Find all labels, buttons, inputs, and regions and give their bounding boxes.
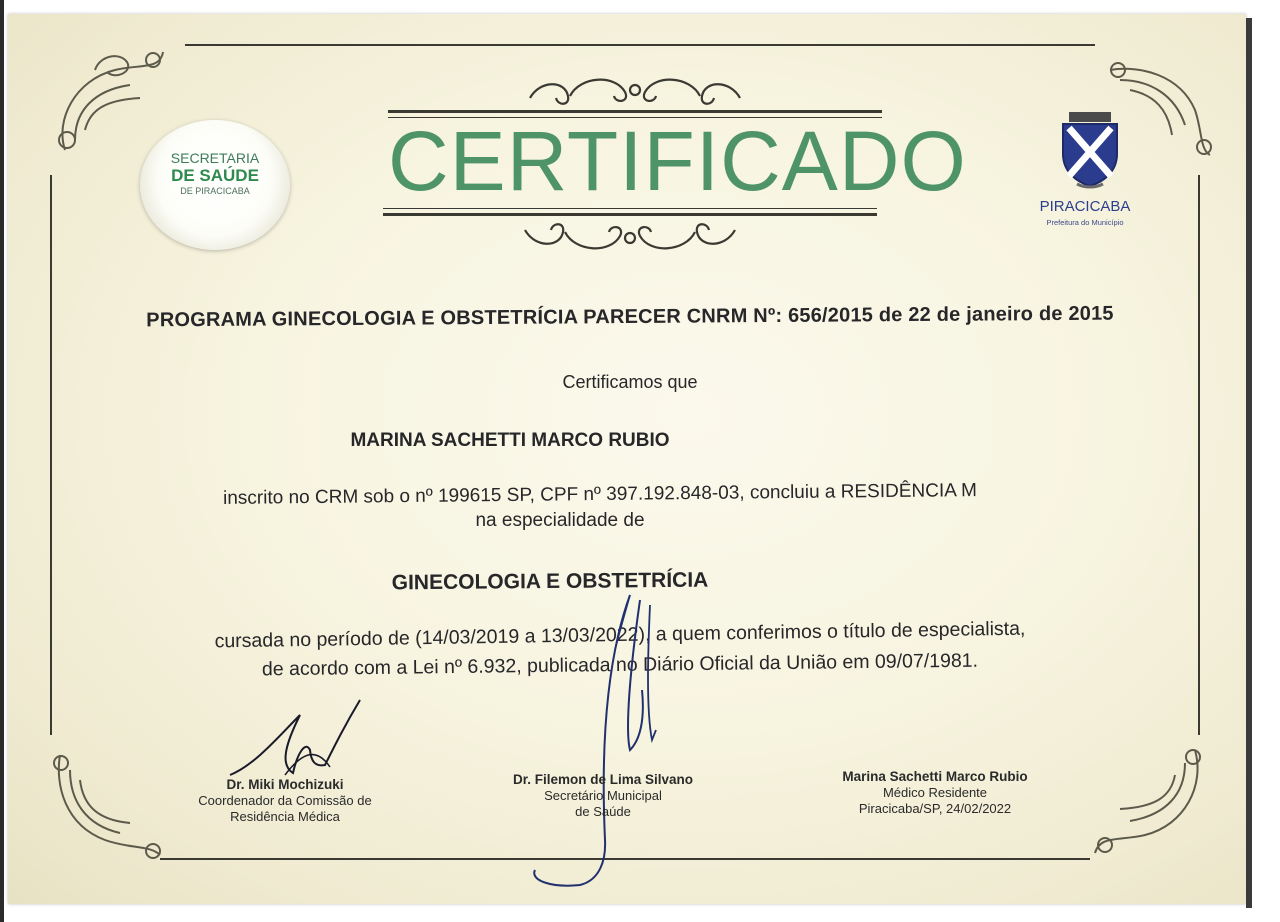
ornament-swirl-icon bbox=[45, 745, 165, 865]
recipient-name: MARINA SACHETTI MARCO RUBIO bbox=[350, 430, 670, 451]
title-rule-bottom-2 bbox=[383, 213, 877, 216]
crest-subtitle: Prefeitura do Município bbox=[1046, 218, 1124, 227]
title-ornament-top bbox=[520, 70, 750, 110]
seal-line-1: SECRETARIA bbox=[170, 150, 260, 166]
signer-name: Dr. Filemon de Lima Silvano bbox=[512, 772, 694, 787]
signature-block-secretary bbox=[478, 772, 728, 820]
scan-edge-right bbox=[1246, 18, 1252, 908]
period-line-2: de acordo com a Lei nº 6.932, publicada no Diário Oficial da União em 09/07/1981. bbox=[261, 649, 979, 681]
secretaria-seal bbox=[140, 120, 290, 250]
signer-role-line-1: Médico Residente bbox=[882, 785, 988, 800]
signature-block-resident bbox=[810, 769, 1060, 817]
title-rule-bottom-1 bbox=[383, 208, 877, 209]
signer-name: Marina Sachetti Marco Rubio bbox=[842, 769, 1028, 784]
signer-name: Dr. Miki Mochizuki bbox=[226, 777, 344, 792]
signature-block-coordinator bbox=[170, 777, 400, 825]
period-line-1: cursada no período de (14/03/2019 a 13/03/2022), a quem conferimos o título de especialista, bbox=[214, 617, 1026, 653]
certificate-title: CERTIFICADO bbox=[388, 114, 967, 208]
signer-role-line-1: Coordenador da Comissão de bbox=[198, 793, 372, 808]
signer-role-line-2: Piracicaba/SP, 24/02/2022 bbox=[858, 801, 1012, 816]
city-crest-icon bbox=[1055, 110, 1125, 190]
crest-city-name: PIRACICABA bbox=[1039, 198, 1131, 215]
frame-top-line bbox=[185, 44, 1095, 46]
specialty-name: GINECOLOGIA E OBSTETRÍCIA bbox=[391, 568, 709, 595]
signer-role-line-1: Secretário Municipal bbox=[544, 788, 662, 803]
program-line: PROGRAMA GINECOLOGIA E OBSTETRÍCIA PARECER CNRM Nº: 656/2015 de 22 de janeiro de 2015 bbox=[146, 302, 1114, 332]
signature-scribble-icon bbox=[530, 590, 680, 890]
signer-role-line-2: de Saúde bbox=[575, 804, 631, 819]
seal-line-2: DE SAÚDE bbox=[171, 166, 259, 185]
ornament-swirl-icon bbox=[1085, 735, 1215, 865]
signer-role-line-2: Residência Médica bbox=[230, 809, 340, 824]
intro-text: Certificamos que bbox=[562, 372, 698, 392]
title-ornament-bottom bbox=[515, 218, 745, 258]
title-rule-top-1 bbox=[388, 110, 882, 113]
registration-line-2: na especialidade de bbox=[475, 510, 645, 531]
scan-edge-left bbox=[0, 0, 4, 922]
registration-line-1: inscrito no CRM sob o nº 199615 SP, CPF nº 397.192.848-03, concluiu a RESIDÊNCIA M bbox=[222, 480, 978, 509]
signature-scribble-icon bbox=[225, 695, 365, 785]
seal-line-3: DE PIRACICABA bbox=[180, 186, 250, 196]
